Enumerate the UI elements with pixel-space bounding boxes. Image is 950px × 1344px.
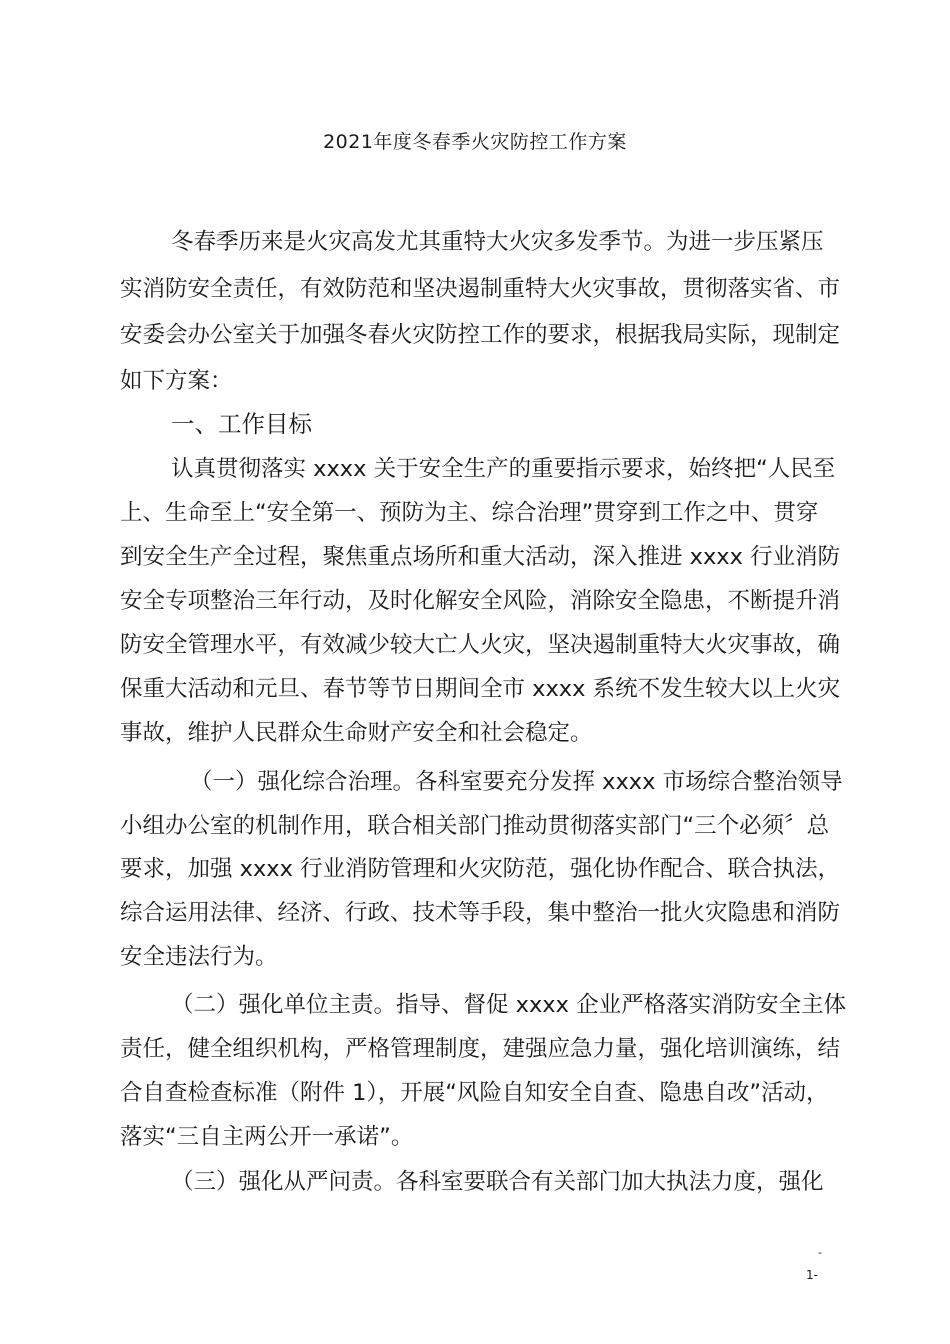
body-line: 综合运用法律、经济、行政、技术等手段，集中整治一批火灾隐患和消防 (120, 900, 841, 926)
body-line: 合自查检查标准（附件 1），开展“风险自知安全自查、隐患自改”活动， (120, 1080, 829, 1106)
body-line: 如下方案： (120, 368, 233, 394)
section-heading: 一、工作目标 (171, 410, 312, 438)
subsection-line: （一）强化综合治理。各科室要充分发挥 xxxx 市场综合整治领导 (190, 769, 843, 795)
page-number: 1- (806, 1268, 818, 1282)
body-line: 安全专项整治三年行动，及时化解安全风险，消除安全隐患，不断提升消 (120, 588, 841, 614)
body-line: 事故，维护人民群众生命财产安全和社会稳定。 (120, 720, 593, 746)
document-title: 2021年度冬春季火灾防控工作方案 (323, 131, 627, 153)
page-number-dash: - (818, 1246, 822, 1259)
subsection-line: （三）强化从严问责。各科室要联合有关部门加大执法力度，强化 (171, 1169, 824, 1195)
body-line: 实消防安全责任，有效防范和坚决遏制重特大火灾事故，贯彻落实省、市 (120, 276, 841, 302)
body-line: 落实“三自主两公开一承诺”。 (120, 1124, 414, 1150)
body-line: 要求，加强 xxxx 行业消防管理和火灾防范，强化协作配合、联合执法， (120, 856, 841, 882)
body-line: 上、生命至上“安全第一、预防为主、综合治理”贯穿到工作之中、贯穿 (120, 500, 819, 526)
body-line: 保重大活动和元旦、春节等节日期间全市 xxxx 系统不发生较大以上火灾 (120, 676, 841, 702)
subsection-line: （二）强化单位主责。指导、督促 xxxx 企业严格落实消防安全主体 (171, 992, 847, 1018)
body-line: 责任，健全组织机构，严格管理制度，建强应急力量，强化培训演练，结 (120, 1036, 841, 1062)
body-line: 到安全生产全过程，聚焦重点场所和重大活动，深入推进 xxxx 行业消防 (120, 544, 841, 570)
body-line: 冬春季历来是火灾高发尤其重特大火灾多发季节。为进一步压紧压 (171, 229, 824, 255)
body-line: 安委会办公室关于加强冬春火灾防控工作的要求，根据我局实际，现制定 (120, 322, 841, 348)
body-line: 认真贯彻落实 xxxx 关于安全生产的重要指示要求，始终把“人民至 (171, 456, 836, 482)
body-line: 安全违法行为。 (120, 944, 278, 970)
body-line: 防安全管理水平，有效减少较大亡人火灾，坚决遏制重特大火灾事故，确 (120, 632, 841, 658)
body-line: 小组办公室的机制作用，联合相关部门推动贯彻落实部门“三个必须〞总 (120, 813, 830, 839)
